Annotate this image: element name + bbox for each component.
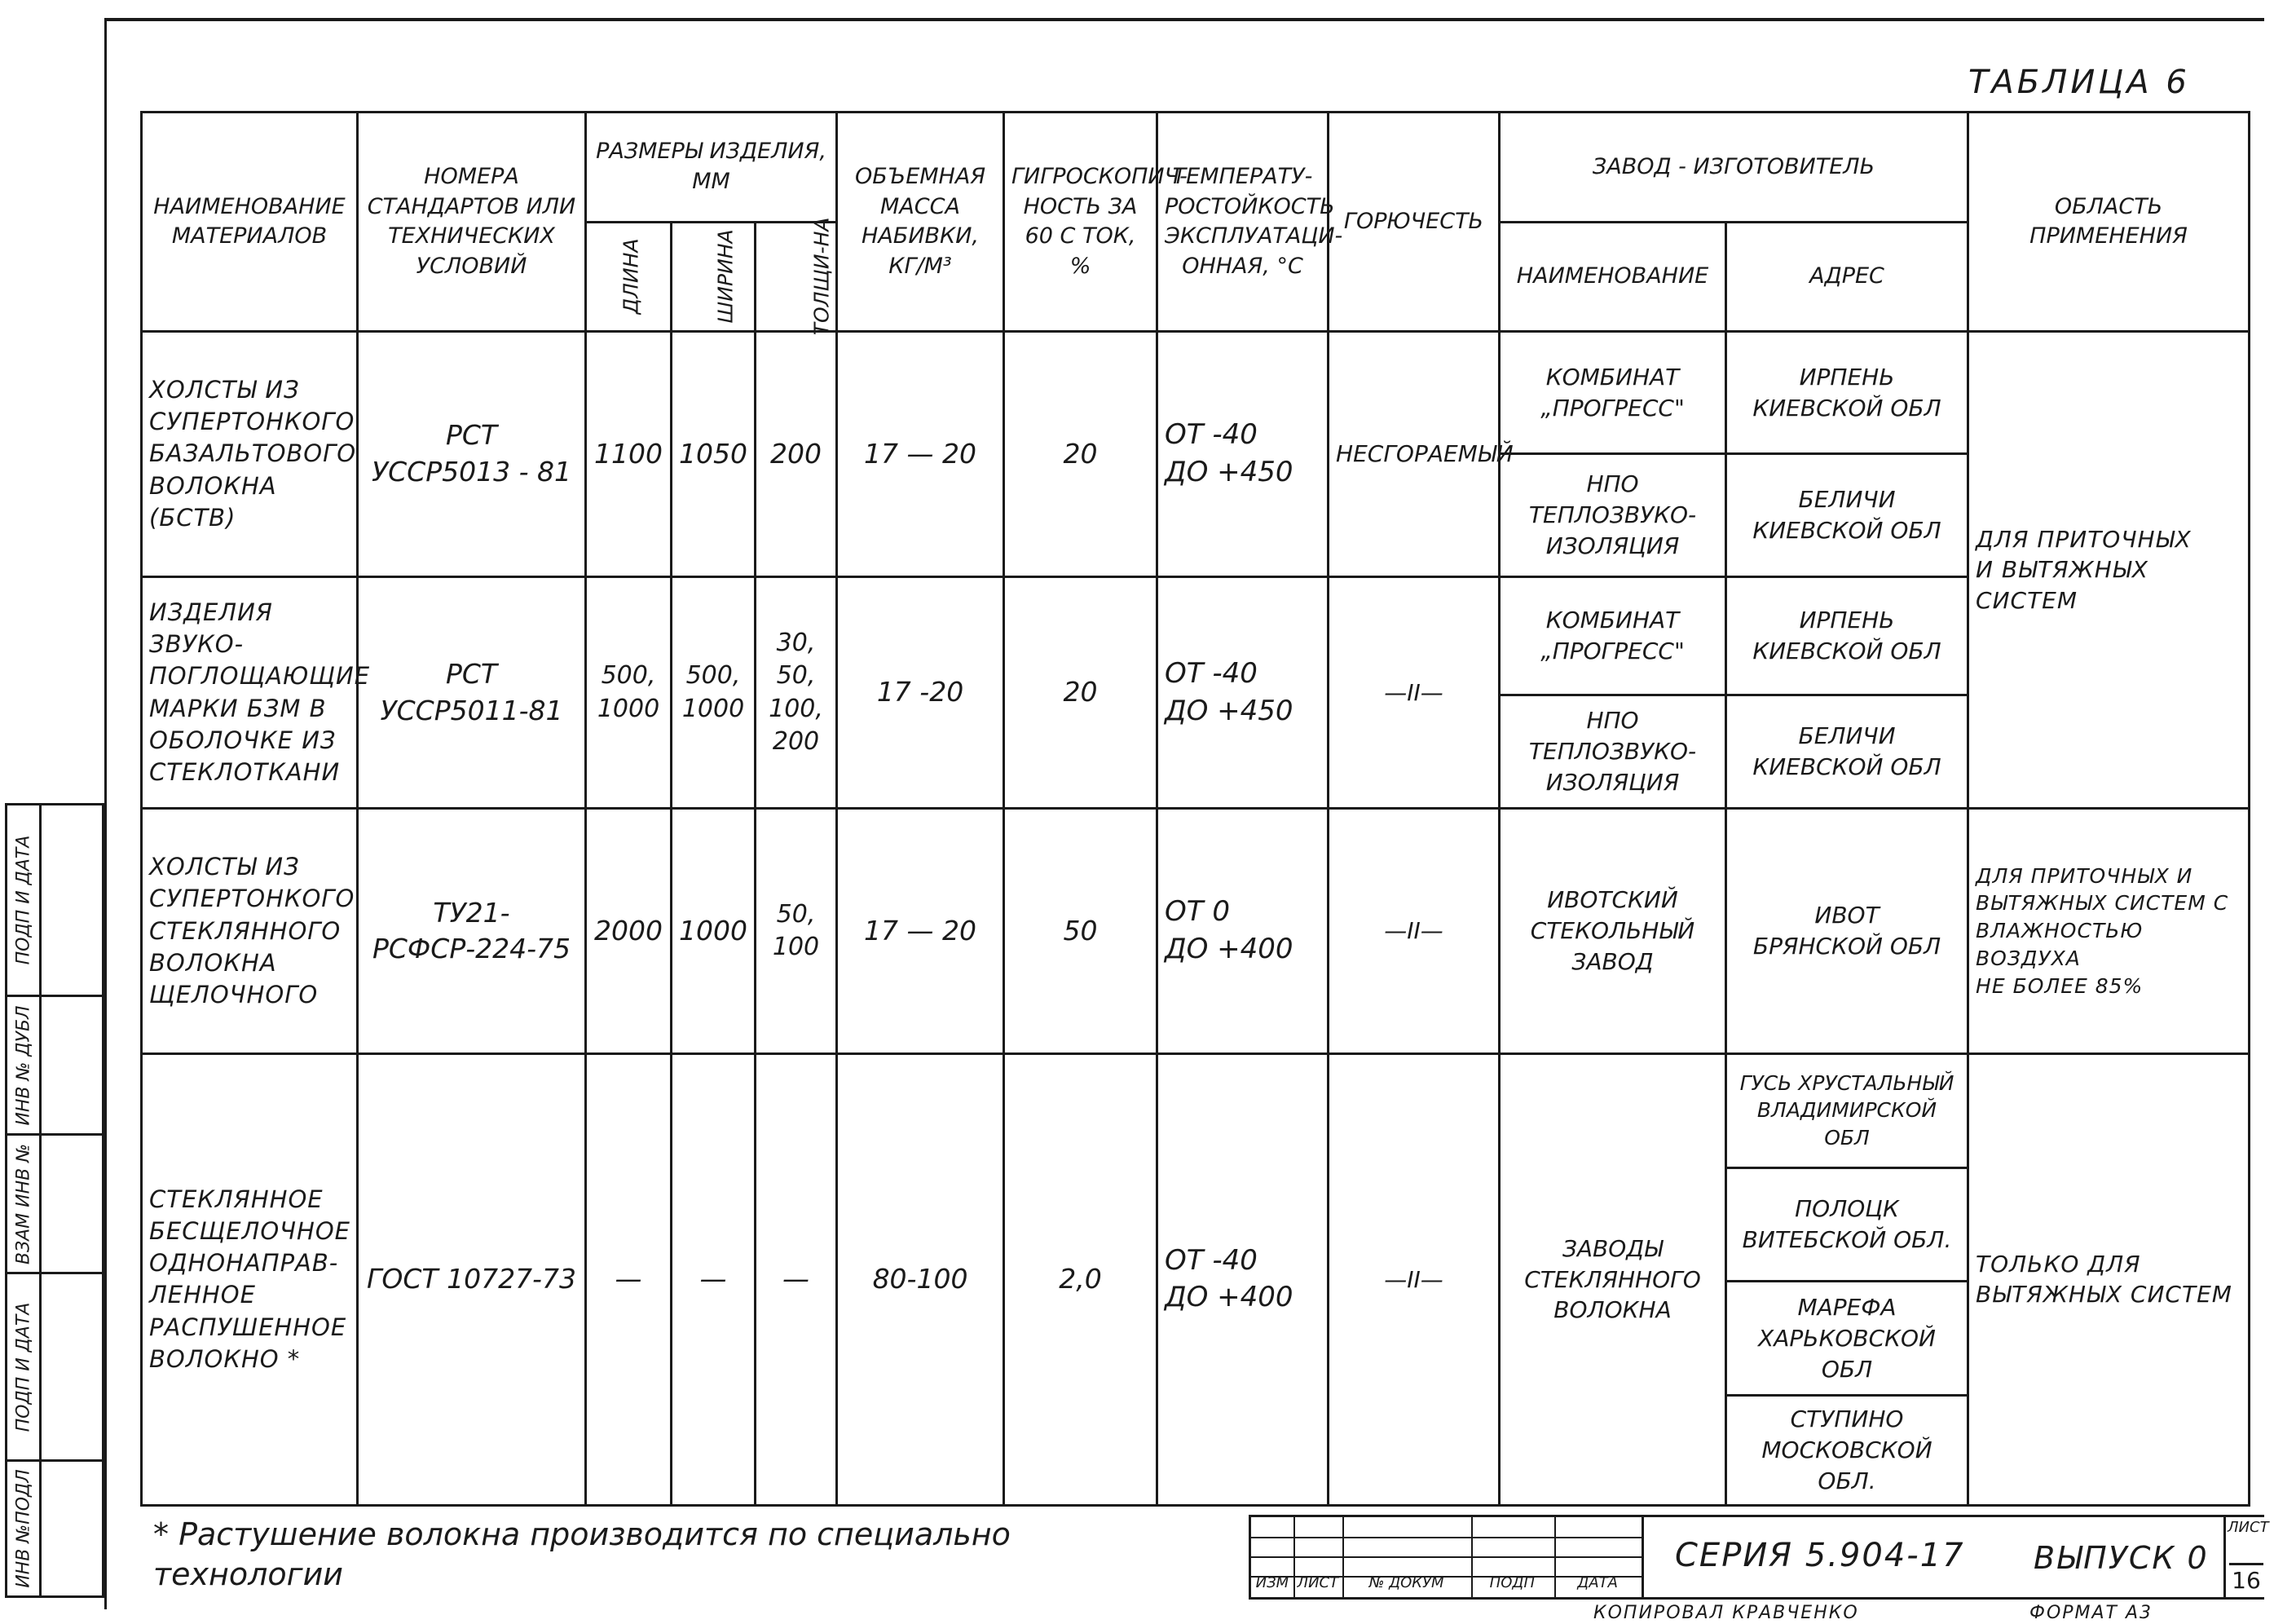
header-name: НАИМЕНОВАНИЕ МАТЕРИАЛОВ: [142, 113, 358, 332]
stamp-label: ПОДП И ДАТА: [13, 835, 33, 965]
standard-number: ГОСТ 10727-73: [358, 1053, 586, 1505]
material-name: ИЗДЕЛИЯ ЗВУКО- ПОГЛОЩАЮЩИЕ МАРКИ БЗМ В ОБОЛОЧКЕ ИЗ СТЕКЛОТКАНИ: [149, 598, 371, 786]
plant-name: ИВОТСКИЙ СТЕКОЛЬНЫЙ ЗАВОД: [1530, 886, 1695, 976]
header-temperature: ТЕМПЕРАТУ-РОСТОЙКОСТЬ ЭКСПЛУАТАЦИ-ОННАЯ, °С: [1157, 113, 1329, 332]
application-value: ДЛЯ ПРИТОЧНЫХ И ВЫТЯЖНЫХ СИСТЕМ: [1976, 525, 2192, 615]
standard-number: РСТ УССР5011-81: [380, 657, 563, 726]
hygro-value: 50: [1004, 809, 1157, 1053]
plant-address: МАРЕФА ХАРЬКОВСКОЙ ОБЛ: [1758, 1294, 1937, 1383]
tb-label-sign: ПОДП: [1489, 1574, 1535, 1591]
standard-number: ТУ21- РСФСР-224-75: [372, 896, 571, 965]
thickness-value: 200: [756, 332, 837, 576]
stamp-cell: [7, 1462, 102, 1595]
sheet-number: 16: [2229, 1563, 2263, 1594]
width-value: 1000: [672, 809, 756, 1053]
format-label: ФОРМАТ А3: [2029, 1603, 2153, 1623]
plant-name: КОМБИНАТ „ПРОГРЕСС": [1540, 364, 1685, 421]
materials-table: [140, 111, 2250, 1507]
plant-address: БЕЛИЧИ КИЕВСКОЙ ОБЛ: [1752, 486, 1941, 545]
length-value: 500, 1000: [597, 661, 660, 723]
stamp-cell: [7, 1136, 102, 1274]
length-value: 2000: [586, 809, 672, 1053]
tb-label-sheet: ЛИСТ: [1297, 1574, 1339, 1591]
density-value: 17 -20: [837, 576, 1004, 809]
thickness-value: 50, 100: [772, 899, 820, 962]
header-hygro: ГИГРОСКОПИЧ-НОСТЬ ЗА 60 С ТОК, %: [1004, 113, 1157, 332]
stamp-label: ИНВ №ПОДЛ: [13, 1469, 33, 1588]
stamp-cell: [7, 1274, 102, 1462]
flammability-value: —II—: [1329, 576, 1500, 809]
hygro-value: 20: [1004, 576, 1157, 809]
issue-label: ВЫПУСК 0: [2034, 1540, 2209, 1576]
sheet-box: [2223, 1517, 2269, 1597]
plant-address: ИРПЕНЬ КИЕВСКОЙ ОБЛ: [1752, 364, 1941, 421]
temperature-value: ОТ 0 ДО +400: [1165, 895, 1293, 966]
material-name: СТЕКЛЯННОЕ БЕСЩЕЛОЧНОЕ ОДНОНАПРАВ- ЛЕННОЕ РАСПУШЕННОЕ ВОЛОКНО *: [149, 1185, 350, 1373]
length-value: 1100: [586, 332, 672, 576]
length-value: —: [586, 1053, 672, 1505]
table-row: [142, 1053, 2250, 1167]
width-value: —: [672, 1053, 756, 1505]
plant-address: СТУПИНО МОСКОВСКОЙ ОБЛ.: [1761, 1406, 1932, 1495]
table-row: [142, 576, 2250, 695]
revision-grid: [1251, 1517, 1644, 1597]
flammability-value: НЕСГОРАЕМЫЙ: [1329, 332, 1500, 576]
density-value: 80-100: [837, 1053, 1004, 1505]
flammability-value: —II—: [1329, 1053, 1500, 1505]
temperature-value: ОТ -40 ДО +400: [1165, 1243, 1293, 1314]
table-caption: ТАБЛИЦА 6: [1968, 64, 2190, 101]
thickness-value: 30, 50, 100, 200: [769, 628, 823, 757]
header-standards: НОМЕРА СТАНДАРТОВ ИЛИ ТЕХНИЧЕСКИХ УСЛОВИЙ: [358, 113, 586, 332]
header-thickness: ТОЛЩИ-НА: [756, 222, 837, 332]
header-application: ОБЛАСТЬ ПРИМЕНЕНИЯ: [1968, 113, 2250, 332]
plant-address: БЕЛИЧИ КИЕВСКОЙ ОБЛ: [1752, 722, 1941, 781]
application-value: ДЛЯ ПРИТОЧНЫХ И ВЫТЯЖНЫХ СИСТЕМ С ВЛАЖНОСТЬЮ ВОЗДУХА НЕ БОЛЕЕ 85%: [1976, 863, 2229, 998]
plant-name: КОМБИНАТ „ПРОГРЕСС": [1540, 606, 1685, 664]
stamp-cell: [7, 997, 102, 1136]
width-value: 500, 1000: [681, 661, 745, 723]
table-row: [142, 809, 2250, 1053]
copied-by: КОПИРОВАЛ КРАВЧЕНКО: [1593, 1603, 1859, 1623]
header-plant-address: АДРЕС: [1726, 222, 1968, 332]
stamp-label: ВЗАМ ИНВ №: [13, 1143, 33, 1264]
table-row: [142, 332, 2250, 454]
plant-name: НПО ТЕПЛОЗВУКО- ИЗОЛЯЦИЯ: [1528, 470, 1697, 559]
density-value: 17 — 20: [837, 332, 1004, 576]
margin-stamp: [5, 803, 104, 1598]
hygro-value: 20: [1004, 332, 1157, 576]
series-label: СЕРИЯ 5.904-17: [1675, 1537, 1965, 1574]
standard-number: РСТ УССР5013 - 81: [372, 419, 571, 488]
tb-label-doc: № ДОКУМ: [1368, 1574, 1444, 1591]
footnote: * Растушение волокна производится по специально технологии: [153, 1516, 1011, 1593]
plant-address: ПОЛОЦК ВИТЕБСКОЙ ОБЛ.: [1742, 1195, 1952, 1254]
header-plant-name: НАИМЕНОВАНИЕ: [1500, 222, 1726, 332]
stamp-label: ПОДП И ДАТА: [13, 1302, 33, 1432]
header-manufacturer: ЗАВОД - ИЗГОТОВИТЕЛЬ: [1500, 113, 1968, 223]
stamp-label: ИНВ № ДУБЛ: [13, 1004, 33, 1126]
thickness-value: —: [756, 1053, 837, 1505]
header-density: ОБЪЕМНАЯ МАССА НАБИВКИ, КГ/М³: [837, 113, 1004, 332]
plant-address: ГУСЬ ХРУСТАЛЬНЫЙ ВЛАДИМИРСКОЙ ОБЛ: [1739, 1070, 1954, 1150]
header-length: ДЛИНА: [586, 222, 672, 332]
material-name: ХОЛСТЫ ИЗ СУПЕРТОНКОГО БАЗАЛЬТОВОГО ВОЛОКНА (БСТВ): [149, 376, 357, 532]
plant-name: НПО ТЕПЛОЗВУКО- ИЗОЛЯЦИЯ: [1528, 707, 1697, 796]
title-block: [1249, 1515, 2269, 1600]
tb-label-change: ИЗМ: [1255, 1574, 1289, 1591]
header-width: ШИРИНА: [672, 222, 756, 332]
stamp-cell: [7, 805, 102, 997]
plant-address: ИРПЕНЬ КИЕВСКОЙ ОБЛ: [1752, 606, 1941, 664]
material-name: ХОЛСТЫ ИЗ СУПЕРТОНКОГО СТЕКЛЯННОГО ВОЛОКНА ЩЕЛОЧНОГО: [149, 853, 355, 1008]
density-value: 17 — 20: [837, 809, 1004, 1053]
tb-label-date: ДАТА: [1577, 1574, 1618, 1591]
plant-address: ИВОТ БРЯНСКОЙ ОБЛ: [1752, 902, 1941, 960]
hygro-value: 2,0: [1004, 1053, 1157, 1505]
application-value: ТОЛЬКО ДЛЯ ВЫТЯЖНЫХ СИСТЕМ: [1976, 1250, 2232, 1308]
header-dimensions: РАЗМЕРЫ ИЗДЕЛИЯ, ММ: [586, 113, 837, 223]
sheet-label: ЛИСТ: [2228, 1519, 2269, 1536]
header-flammability: ГОРЮЧЕСТЬ: [1329, 113, 1500, 332]
flammability-value: —II—: [1329, 809, 1500, 1053]
temperature-value: ОТ -40 ДО +450: [1165, 656, 1293, 727]
width-value: 1050: [672, 332, 756, 576]
temperature-value: ОТ -40 ДО +450: [1165, 418, 1293, 488]
plant-name: ЗАВОДЫ СТЕКЛЯННОГО ВОЛОКНА: [1524, 1234, 1701, 1324]
